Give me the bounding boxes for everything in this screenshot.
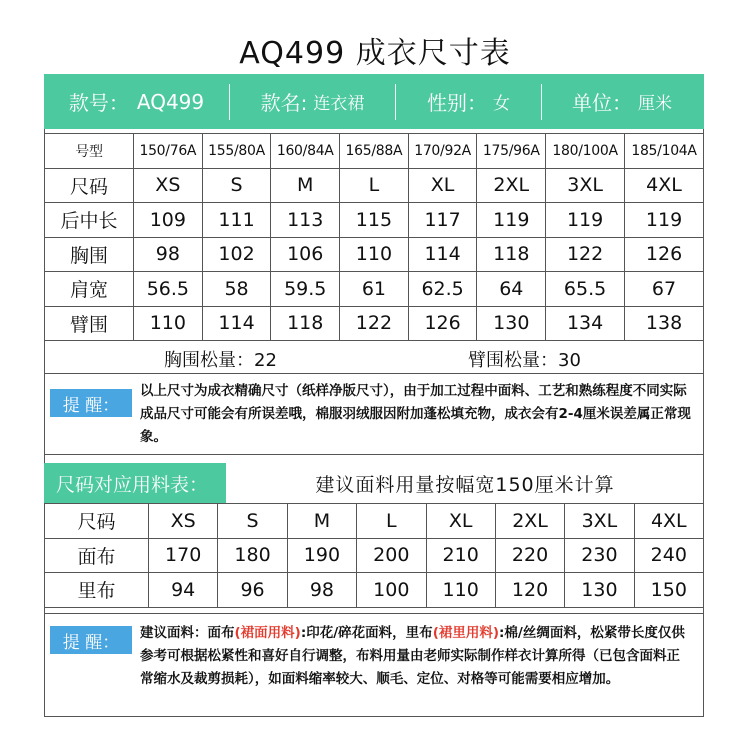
fabric-tip-part: :印花/碎花面料，里布 (300, 625, 433, 641)
value-cell: 230 (565, 538, 634, 573)
lining-usage-note: (裙里用料) (432, 625, 500, 641)
row-label: 尺码 (45, 168, 134, 203)
value-cell: 240 (634, 538, 703, 573)
table-row (45, 272, 704, 307)
value-cell: 170 (149, 538, 218, 573)
size-code-cell: 175/96A (477, 134, 546, 169)
fabric-tip-box (44, 613, 704, 717)
gender-value: 女 (493, 94, 510, 114)
table-row (45, 134, 704, 169)
size-cell: 4XL (634, 504, 703, 539)
material-header (44, 463, 704, 503)
row-label: 肩宽 (45, 272, 134, 307)
value-cell: 119 (625, 203, 704, 238)
value-cell: 134 (546, 306, 625, 341)
bust-ease: 胸围松量：22 (164, 350, 277, 371)
value-cell: 210 (426, 538, 495, 573)
size-cell: L (340, 168, 409, 203)
size-code-cell: 160/84A (271, 134, 340, 169)
value-cell: 118 (477, 237, 546, 272)
value-cell: 150 (634, 573, 703, 608)
value-cell: 190 (287, 538, 356, 573)
value-cell: 180 (218, 538, 287, 573)
value-cell: 111 (202, 203, 271, 238)
value-cell: 115 (340, 203, 409, 238)
value-cell: 119 (477, 203, 546, 238)
ease-row (44, 340, 704, 372)
size-table (44, 133, 704, 341)
header-divider (229, 84, 230, 120)
value-cell: 98 (287, 573, 356, 608)
style-number-value: AQ499 (136, 89, 205, 114)
value-cell: 64 (477, 272, 546, 307)
size-cell: XS (134, 168, 203, 203)
value-cell: 119 (546, 203, 625, 238)
material-note: 建议面料用量按幅宽150厘米计算 (315, 473, 615, 496)
size-cell: S (202, 168, 271, 203)
gender (396, 74, 541, 129)
header-divider (395, 84, 396, 120)
fabric-tip-part: ，松紧带长度仅供参考可根据松紧性和喜好自行调整，布料用量由老师实际制作样衣计算所得（已包含面料正常缩水及裁剪损耗），如面料缩率较大、顺毛、定位、对格等可能需要相应增加。 (140, 625, 685, 687)
tip-badge: 提 醒： (50, 626, 132, 654)
value-cell: 114 (408, 237, 477, 272)
tip-box (44, 373, 704, 455)
size-code-cell: 185/104A (625, 134, 704, 169)
size-cell: 4XL (625, 168, 704, 203)
arm-ease: 臂围松量：30 (468, 350, 581, 371)
style-number (44, 74, 229, 129)
value-cell: 200 (357, 538, 426, 573)
value-cell: 118 (271, 306, 340, 341)
fabric-tip-part: :棉/丝绸面料 (499, 625, 577, 641)
row-label: 面布 (45, 538, 149, 573)
row-label: 里布 (45, 573, 149, 608)
fabric-tip-text (140, 622, 692, 691)
value-cell: 138 (625, 306, 704, 341)
size-cell: 2XL (477, 168, 546, 203)
value-cell: 110 (134, 306, 203, 341)
value-cell: 94 (149, 573, 218, 608)
value-cell: 130 (477, 306, 546, 341)
table-row (45, 203, 704, 238)
size-cell: M (287, 504, 356, 539)
value-cell: 130 (565, 573, 634, 608)
unit-label: 单位： (572, 91, 632, 115)
value-cell: 61 (340, 272, 409, 307)
value-cell: 100 (357, 573, 426, 608)
size-cell: S (218, 504, 287, 539)
material-heading: 尺码对应用料表： (44, 463, 226, 503)
value-cell: 117 (408, 203, 477, 238)
fabric-tip-part: 建议面料：面布 (140, 625, 235, 641)
value-cell: 58 (202, 272, 271, 307)
value-cell: 65.5 (546, 272, 625, 307)
gender-label: 性别： (427, 91, 487, 115)
row-label: 尺码 (45, 504, 149, 539)
value-cell: 126 (408, 306, 477, 341)
header-divider (541, 84, 542, 120)
table-row (45, 504, 704, 539)
style-name-label: 款名: (260, 91, 308, 115)
size-code-cell: 155/80A (202, 134, 271, 169)
value-cell: 126 (625, 237, 704, 272)
size-cell: L (357, 504, 426, 539)
value-cell: 59.5 (271, 272, 340, 307)
page-title: AQ499 成衣尺寸表 (239, 36, 511, 71)
style-number-label: 款号： (68, 91, 129, 115)
row-label: 胸围 (45, 237, 134, 272)
value-cell: 122 (546, 237, 625, 272)
value-cell: 220 (495, 538, 564, 573)
unit-value: 厘米 (638, 94, 672, 114)
value-cell: 113 (271, 203, 340, 238)
size-cell: 3XL (565, 504, 634, 539)
material-table (44, 503, 704, 608)
table-row (45, 306, 704, 341)
size-code-cell: 170/92A (408, 134, 477, 169)
value-cell: 110 (340, 237, 409, 272)
size-cell: 3XL (546, 168, 625, 203)
style-header-bar (44, 74, 704, 129)
row-label: 臂围 (45, 306, 134, 341)
value-cell: 67 (625, 272, 704, 307)
size-code-cell: 165/88A (340, 134, 409, 169)
size-cell: XL (408, 168, 477, 203)
shell-usage-note: (裙面用料) (234, 625, 301, 641)
tip-text: 以上尺寸为成衣精确尺寸（纸样净版尺寸），由于加工过程中面料、工艺和熟练程度不同实际成品尺寸可能会有所误差哦，棉服羽绒服因附加蓬松填充物，成衣会有2-4厘米误差属正常现象。 (140, 383, 691, 445)
value-cell: 110 (426, 573, 495, 608)
style-name (230, 74, 395, 129)
size-cell: XL (426, 504, 495, 539)
value-cell: 102 (202, 237, 271, 272)
value-cell: 122 (340, 306, 409, 341)
value-cell: 120 (495, 573, 564, 608)
size-cell: M (271, 168, 340, 203)
value-cell: 98 (134, 237, 203, 272)
size-code-cell: 180/100A (546, 134, 625, 169)
value-cell: 96 (218, 573, 287, 608)
style-name-value: 连衣裙 (313, 94, 365, 114)
row-label: 号型 (45, 134, 134, 169)
size-code-cell: 150/76A (134, 134, 203, 169)
size-cell: XS (149, 504, 218, 539)
value-cell: 114 (202, 306, 271, 341)
value-cell: 62.5 (408, 272, 477, 307)
unit (542, 74, 702, 129)
value-cell: 106 (271, 237, 340, 272)
tip-badge: 提 醒： (50, 389, 132, 417)
value-cell: 109 (134, 203, 203, 238)
table-row (45, 168, 704, 203)
table-row (45, 237, 704, 272)
size-cell: 2XL (495, 504, 564, 539)
table-row (45, 538, 704, 573)
value-cell: 56.5 (134, 272, 203, 307)
row-label: 后中长 (45, 203, 134, 238)
table-row (45, 573, 704, 608)
